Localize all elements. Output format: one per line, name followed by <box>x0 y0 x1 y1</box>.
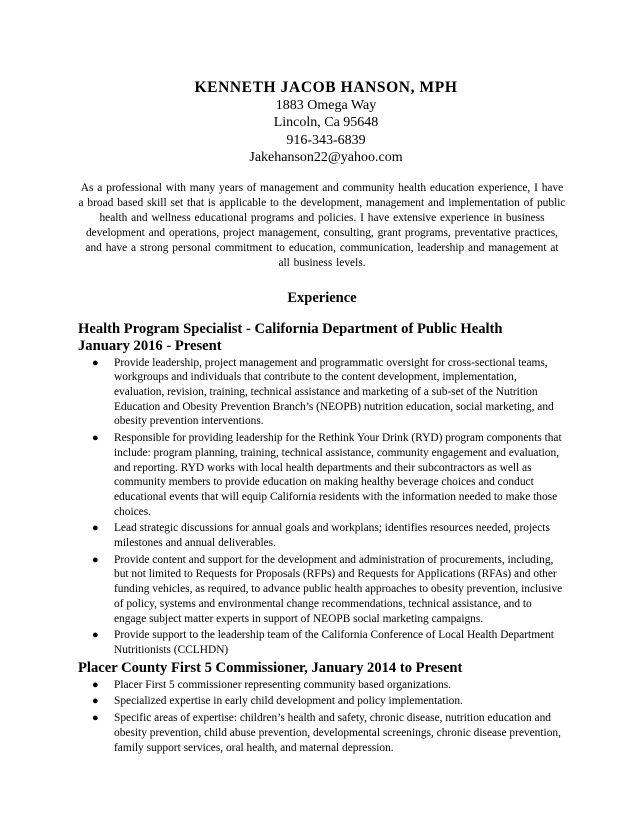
list-item <box>92 431 566 519</box>
bullet-text: Provide content and support for the development and administration of procurements, including, but not limited to Requests for Proposals (RFPs) and Requests for Applications (RFAs) and other funding vehicles, as required, to advance public health approaches to obesity prevention, inclusive of policy, systems and environmental change recommendations, technical assistance, and to engage subject matter experts in support of NEOPB social marketing campaigns. <box>114 553 563 625</box>
job-title: Placer County First 5 Commissioner, January 2014 to Present <box>78 659 463 676</box>
list-item <box>92 678 566 693</box>
bullet-text: Specialized expertise in early child development and policy implementation. <box>114 695 463 708</box>
bullet-icon: ● <box>92 678 99 691</box>
email-address: Jakehanson22@yahoo.com <box>249 150 403 166</box>
bullet-text: Specific areas of expertise: children’s health and safety, chronic disease, nutrition education and obesity prevention, child abuse prevention, developmental screenings, chronic disease prevention, family support services, oral health, and maternal depression. <box>114 712 561 754</box>
experience-heading: Experience <box>287 289 357 306</box>
list-item <box>92 711 566 755</box>
list-item <box>92 356 566 430</box>
phone-number: 916-343-6839 <box>286 132 366 148</box>
bullet-icon: ● <box>92 356 99 369</box>
list-item <box>92 553 566 627</box>
bullet-text: Provide leadership, project management and programmatic oversight for cross-sectional teams, workgroups and individuals that contribute to the content development, implementation, evaluation, revision, training, technical assistance and marketing of a sub-set of the Nutrition Education and Obesity Prevention Branch’s (NEOPB) nutrition education, social marketing, and obesity prevention interventions. <box>114 356 554 428</box>
job-bullet-list <box>78 678 566 756</box>
address-line-1: 1883 Omega Way <box>275 98 377 113</box>
resume-header <box>78 78 566 167</box>
list-item <box>92 628 566 657</box>
bullet-text: Lead strategic discussions for annual goals and workplans; identifies resources needed, projects milestones and annual deliverables. <box>114 522 550 550</box>
bullet-text: Placer First 5 commissioner representing community based organizations. <box>114 678 452 691</box>
candidate-name: KENNETH JACOB HANSON, MPH <box>194 79 458 96</box>
job-entry-cdph <box>78 321 566 658</box>
address-line-2: Lincoln, Ca 95648 <box>273 115 379 131</box>
bullet-text: Responsible for providing leadership for the Rethink Your Drink (RYD) program components that include: program planning, training, technical assistance, community engagement and evaluation, and reporting. RYD works with local health departments and their subcontractors as well as community members to provide education on making healthy beverage choices and conduct educational events that will equip California residents with the information needed to make those choices. <box>114 432 562 518</box>
job-bullet-list <box>78 356 566 658</box>
bullet-text: Provide support to the leadership team of the California Conference of Local Health Department Nutritionists (CCLHDN) <box>114 629 554 656</box>
bullet-icon: ● <box>92 629 99 642</box>
bullet-icon: ● <box>92 712 99 725</box>
job-dates: January 2016 - Present <box>78 337 222 354</box>
list-item <box>92 694 566 709</box>
bullet-icon: ● <box>92 553 99 566</box>
job-title: Health Program Specialist - California Department of Public Health <box>78 320 503 337</box>
bullet-icon: ● <box>92 432 99 445</box>
bullet-icon: ● <box>92 695 99 708</box>
bullet-icon: ● <box>92 522 99 535</box>
job-entry-first5 <box>78 660 566 756</box>
list-item <box>92 521 566 550</box>
professional-summary: As a professional with many years of management and community health education experience, I have a broad based skill set that is applicable to the development, management and implementation of public health and wellness educational programs and policies. I have extensive experience in business development and operations, project management, consulting, grant programs, preventative practices, and have a strong personal commitment to education, communication, leadership and management at all business levels. <box>78 181 566 269</box>
